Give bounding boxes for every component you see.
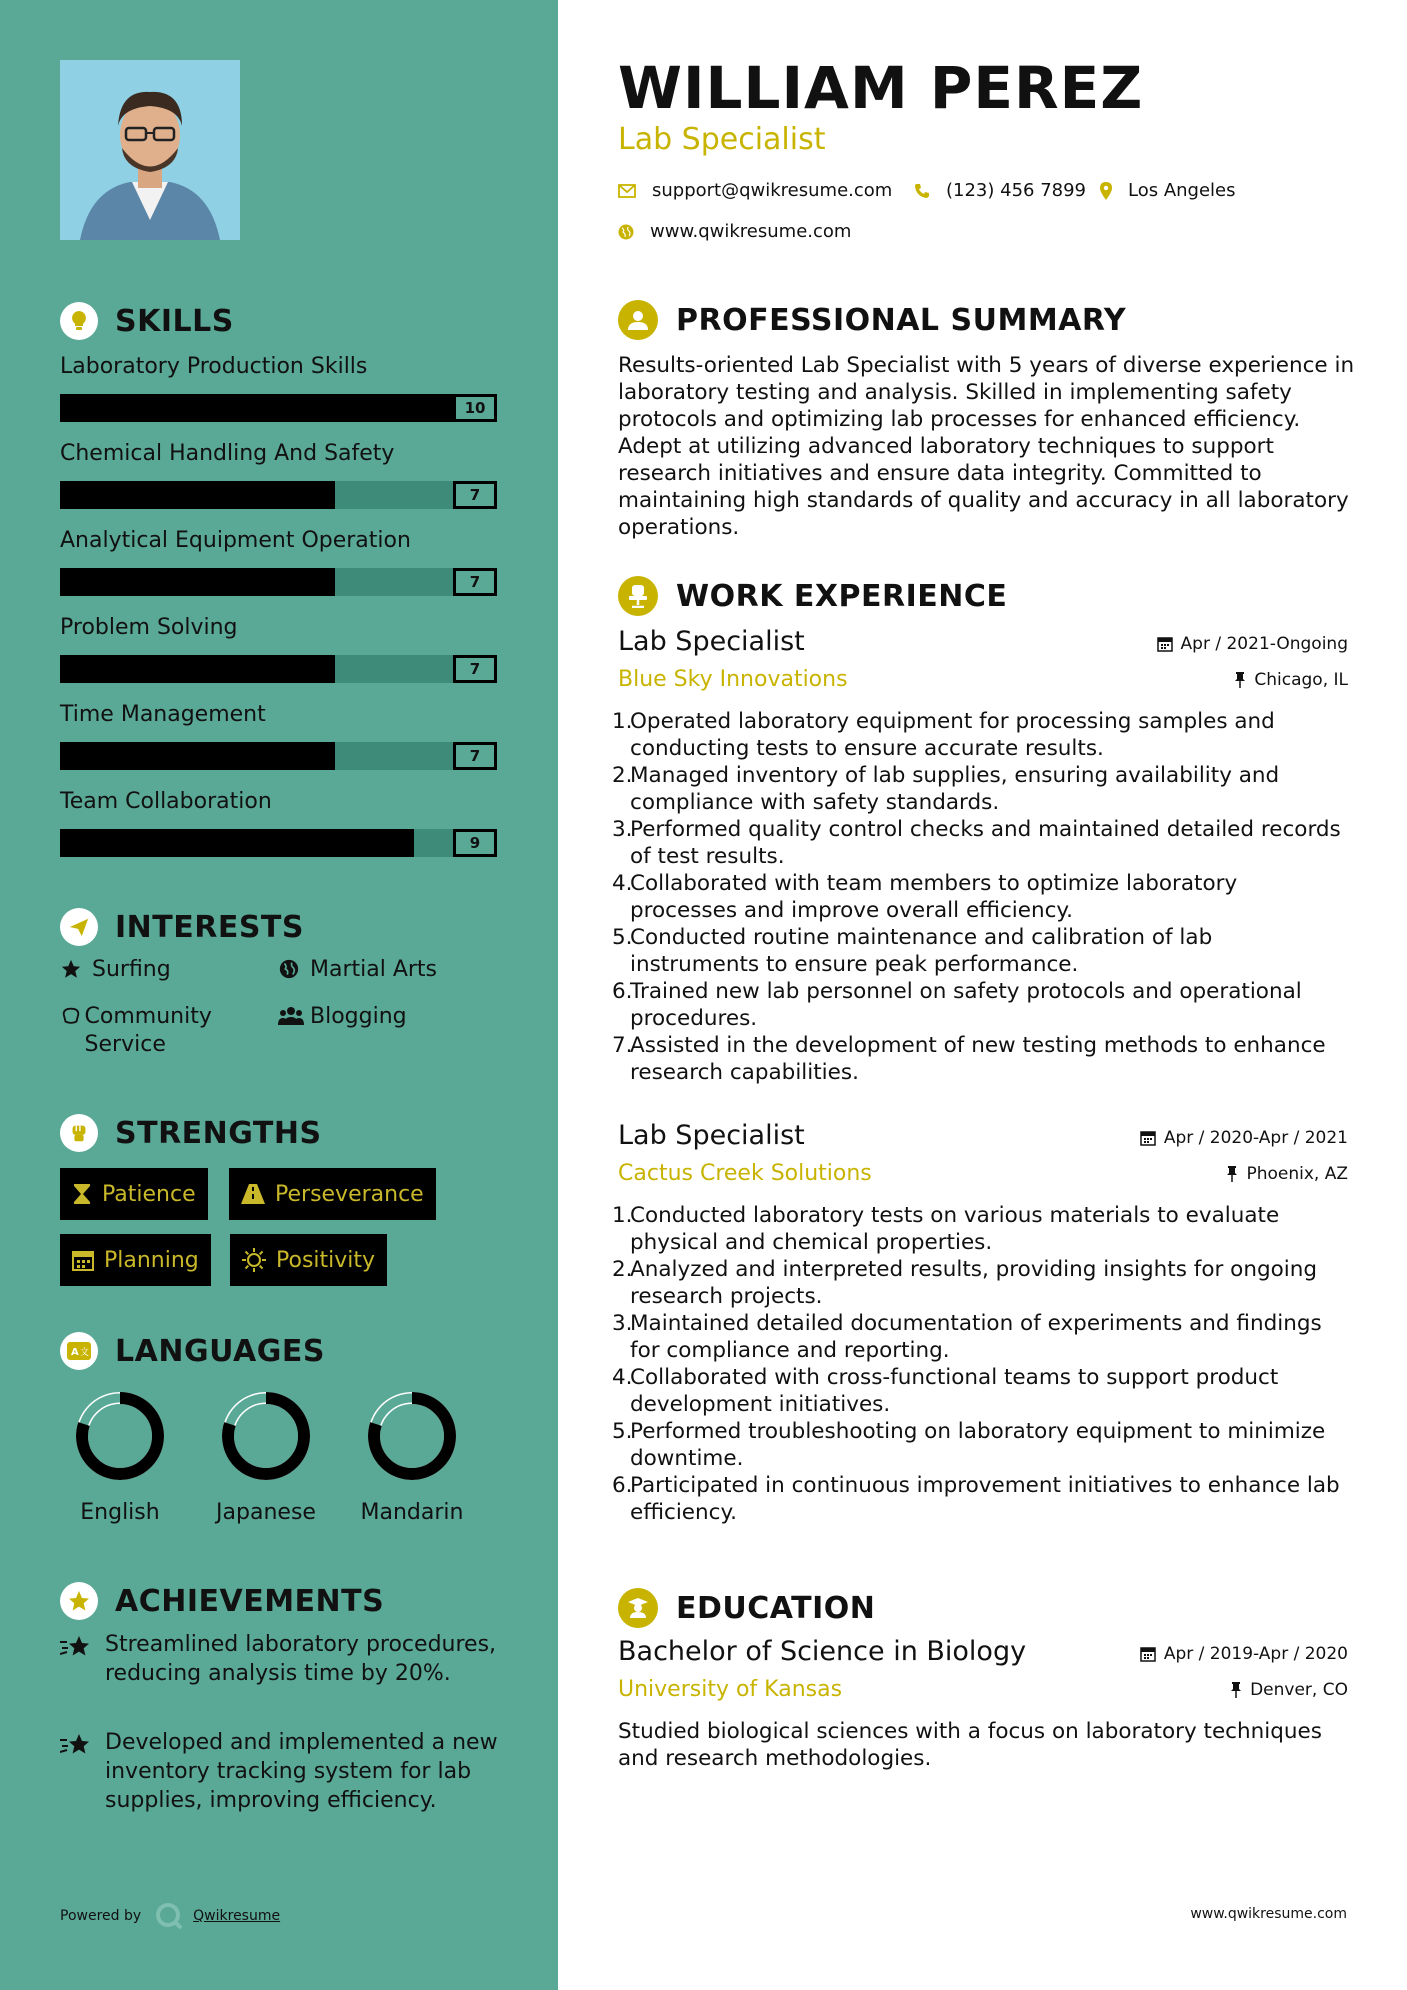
svg-text:文: 文	[80, 1348, 90, 1358]
bullet-item: 2. Analyzed and interpreted results, providing insights for ongoing research projects.	[612, 1257, 1317, 1309]
svg-text:A: A	[71, 1347, 79, 1358]
contact-location: Los Angeles	[1100, 180, 1236, 201]
contact-website[interactable]: www.qwikresume.com	[618, 221, 851, 242]
profile-photo	[60, 60, 240, 240]
qwikresume-link[interactable]: Qwikresume	[193, 1908, 281, 1924]
skill-level: 7	[453, 481, 497, 509]
job-location: Chicago, IL	[1234, 670, 1348, 690]
bullet-number: 5.	[612, 1419, 633, 1444]
contact-phone[interactable]: (123) 456 7899	[914, 180, 1086, 201]
main-content	[558, 0, 1407, 1990]
summary-text: Results-oriented Lab Specialist with 5 years of diverse experience in laboratory testing and analysis. Skilled in implementing safety protocols and optimizing lab processes for enhanced efficiency. Adept at utilizing advanced laboratory techniques to support research initiatives and ensure data integrity. Committed to maintaining high standards of quality and accuracy in all laboratory operations.	[618, 353, 1355, 540]
language-icon	[60, 1332, 98, 1370]
bullet-item: 6. Trained new lab personnel on safety protocols and operational procedures.	[612, 979, 1302, 1031]
calendar-icon	[72, 1249, 94, 1271]
skill-bar	[60, 394, 497, 422]
bullet-item: 6. Participated in continuous improvement initiatives to enhance lab efficiency.	[612, 1473, 1340, 1525]
bullet-item: 5. Conducted routine maintenance and calibration of lab instruments to ensure peak performance.	[612, 925, 1213, 977]
pushpin-icon	[1230, 1682, 1242, 1698]
bullet-number: 3.	[612, 817, 633, 842]
calendar-icon	[1140, 1646, 1156, 1662]
interest-item: Blogging	[278, 1003, 407, 1033]
skill-level: 10	[453, 394, 497, 422]
pushpin-icon	[1234, 672, 1246, 688]
skill-bar	[60, 568, 497, 596]
calendar-icon	[1157, 636, 1173, 652]
bullet-number: 2.	[612, 1257, 633, 1282]
bullet-number: 6.	[612, 1473, 633, 1498]
languages-heading: A 文 LANGUAGES	[60, 1332, 325, 1370]
language-ring	[216, 1386, 316, 1486]
language-ring	[70, 1386, 170, 1486]
language-item: Japanese	[196, 1386, 336, 1525]
skill-bar	[60, 655, 497, 683]
shooting-star-icon	[60, 1728, 105, 1815]
contact-email[interactable]: support@qwikresume.com	[618, 180, 892, 201]
skill-level: 7	[453, 655, 497, 683]
strength-chip: Patience	[60, 1168, 208, 1220]
skill-level: 7	[453, 742, 497, 770]
strength-chip: Planning	[60, 1234, 211, 1286]
chair-icon	[618, 576, 658, 616]
shooting-star-icon	[60, 1630, 105, 1688]
skill-name: Chemical Handling And Safety	[60, 441, 395, 466]
job-bullets	[612, 1202, 1348, 1526]
skill-item	[60, 700, 497, 770]
bullet-number: 3.	[612, 1311, 633, 1336]
bullet-item: 1. Conducted laboratory tests on various materials to evaluate physical and chemical properties.	[612, 1203, 1280, 1255]
skill-name: Time Management	[60, 702, 266, 727]
interest-item: Martial Arts	[278, 956, 437, 986]
hand-icon	[60, 1005, 85, 1033]
achievement-item: Streamlined laboratory procedures, reducing analysis time by 20%.	[60, 1630, 500, 1688]
candidate-title: Lab Specialist	[618, 122, 826, 157]
skill-level: 7	[453, 568, 497, 596]
skill-item	[60, 526, 497, 596]
user-icon	[618, 300, 658, 340]
language-item: Mandarin	[342, 1386, 482, 1525]
education-location: Denver, CO	[1230, 1680, 1348, 1700]
bullet-number: 1.	[612, 1203, 633, 1228]
job-bullets	[612, 708, 1348, 1086]
users-icon	[278, 1005, 310, 1033]
job-date: Apr / 2020-Apr / 2021	[1140, 1128, 1348, 1148]
education-heading: EDUCATION	[618, 1588, 875, 1628]
hourglass-icon	[72, 1183, 92, 1205]
job-location: Phoenix, AZ	[1226, 1164, 1348, 1184]
strengths-heading: STRENGTHS	[60, 1114, 322, 1152]
star-icon	[60, 958, 92, 986]
skill-name: Team Collaboration	[60, 789, 272, 814]
powered-by: Powered by Qwikresume	[60, 1902, 280, 1930]
interests-heading: INTERESTS	[60, 908, 304, 946]
skill-item	[60, 787, 497, 857]
education-date: Apr / 2019-Apr / 2020	[1140, 1644, 1348, 1664]
strength-chip: Positivity	[230, 1234, 387, 1286]
interest-item: Surfing	[60, 956, 171, 986]
bullet-number: 4.	[612, 1365, 633, 1390]
achievement-item: Developed and implemented a new inventory tracking system for lab supplies, improving efficiency.	[60, 1728, 500, 1815]
phone-icon	[914, 183, 930, 199]
bullet-item: 1. Operated laboratory equipment for processing samples and conducting tests to ensure accurate results.	[612, 709, 1275, 761]
bullet-number: 6.	[612, 979, 633, 1004]
candidate-name: WILLIAM PEREZ	[618, 54, 1144, 122]
fist-icon	[60, 1114, 98, 1152]
bullet-item: 2. Managed inventory of lab supplies, ensuring availability and compliance with safety standards.	[612, 763, 1280, 815]
job-entry: Lab Specialist Apr / 2021-Ongoing Blue Sky Innovations Chicago, IL 1. Operated laboratory equipment for processing samples and conducting tests to ensure accurate results. 2. Managed inventory of lab supplies, ensuring availability and compliance with safety standards. 3. Performed quality control checks and maintained detailed records of test results. 4. Collaborated with team members to optimize laboratory processes and improve overall efficiency. 5. Conducted routine maintenance and calibration of lab instruments to ensure peak performance. 6. Trained new lab personnel on safety protocols and operational procedures. 7. Assisted in the development of new testing methods to enhance research capabilities.	[612, 626, 1348, 1085]
language-item: English	[50, 1386, 190, 1525]
skill-level: 9	[453, 829, 497, 857]
calendar-icon	[1140, 1130, 1156, 1146]
bullet-item: 4. Collaborated with cross-functional teams to support product development initiatives.	[612, 1365, 1279, 1417]
skill-item	[60, 613, 497, 683]
globe-icon	[278, 958, 310, 986]
award-star-icon	[60, 1582, 98, 1620]
sidebar	[0, 0, 558, 1990]
bullet-number: 1.	[612, 709, 633, 734]
envelope-icon	[618, 184, 636, 198]
job-entry: Lab Specialist Apr / 2020-Apr / 2021 Cactus Creek Solutions Phoenix, AZ 1. Conducted laboratory tests on various materials to evaluate physical and chemical properties. 2. Analyzed and interpreted results, providing insights for ongoing research projects. 3. Maintained detailed documentation of experiments and findings for compliance and reporting. 4. Collaborated with cross-functional teams to support product development initiatives. 5. Performed troubleshooting on laboratory equipment to minimize downtime. 6. Participated in continuous improvement initiatives to enhance lab efficiency.	[612, 1120, 1348, 1525]
skill-name: Problem Solving	[60, 615, 238, 640]
strength-chip: Perseverance	[229, 1168, 436, 1220]
bullet-number: 7.	[612, 1033, 633, 1058]
footer-url[interactable]: www.qwikresume.com	[1190, 1906, 1347, 1922]
job-date: Apr / 2021-Ongoing	[1157, 634, 1348, 654]
qwikresume-logo-icon	[155, 1902, 183, 1930]
bullet-number: 2.	[612, 763, 633, 788]
skills-heading: SKILLS	[60, 302, 234, 340]
bullet-item: 3. Maintained detailed documentation of experiments and findings for compliance and reporting.	[612, 1311, 1322, 1363]
skill-item	[60, 352, 497, 422]
skill-bar-fill	[60, 655, 335, 683]
bullet-number: 4.	[612, 871, 633, 896]
paper-plane-icon	[60, 908, 98, 946]
bullet-item: 5. Performed troubleshooting on laboratory equipment to minimize downtime.	[612, 1419, 1326, 1471]
bullet-item: 3. Performed quality control checks and maintained detailed records of test results.	[612, 817, 1341, 869]
summary-heading: PROFESSIONAL SUMMARY	[618, 300, 1126, 340]
skill-bar-fill	[60, 568, 335, 596]
skill-bar-fill	[60, 742, 335, 770]
skill-bar	[60, 829, 497, 857]
achievements-heading: ACHIEVEMENTS	[60, 1582, 384, 1620]
map-pin-icon	[1100, 182, 1112, 200]
bullet-item: 7. Assisted in the development of new testing methods to enhance research capabilities.	[612, 1033, 1326, 1085]
skill-bar-fill	[60, 394, 497, 422]
language-ring	[362, 1386, 462, 1486]
education-entry: Bachelor of Science in Biology Apr / 2019-Apr / 2020 University of Kansas Denver, CO Studied biological sciences with a focus on laboratory techniques and research methodologies.	[618, 1636, 1348, 1771]
skill-name: Analytical Equipment Operation	[60, 528, 411, 553]
pushpin-icon	[1226, 1166, 1238, 1182]
graduate-icon	[618, 1588, 658, 1628]
skill-bar-fill	[60, 481, 335, 509]
globe-icon	[618, 224, 634, 240]
skill-bar-fill	[60, 829, 414, 857]
experience-heading: WORK EXPERIENCE	[618, 576, 1007, 616]
skill-bar	[60, 481, 497, 509]
interest-item: Community Service	[60, 1003, 250, 1059]
skill-bar	[60, 742, 497, 770]
lightbulb-icon	[60, 302, 98, 340]
bullet-item: 4. Collaborated with team members to optimize laboratory processes and improve overall efficiency.	[612, 871, 1238, 923]
skill-item	[60, 439, 497, 509]
skill-name: Laboratory Production Skills	[60, 354, 368, 379]
road-icon	[241, 1184, 265, 1204]
bullet-number: 5.	[612, 925, 633, 950]
sun-icon	[242, 1248, 266, 1272]
